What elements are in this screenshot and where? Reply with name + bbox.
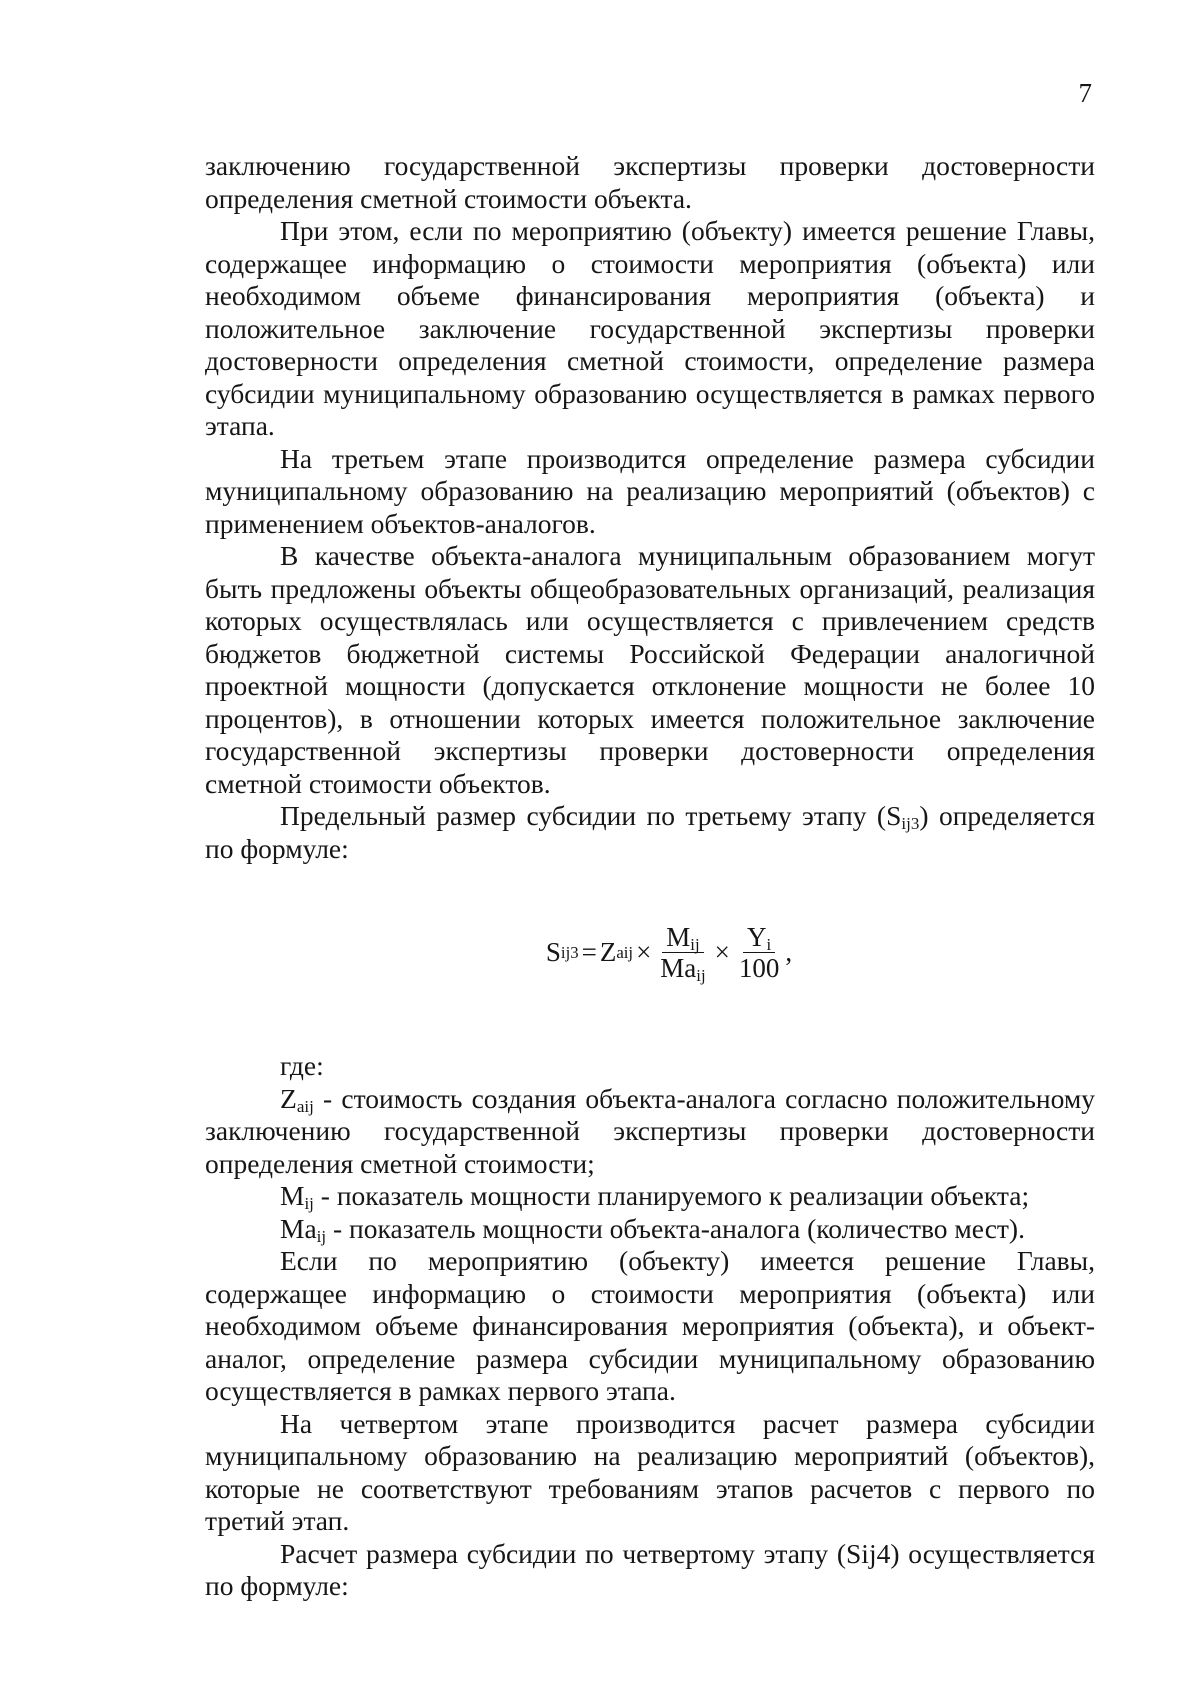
numerator-sub: ij (690, 935, 700, 954)
numerator-symbol: M (666, 922, 691, 952)
sij3-text-before: Предельный размер субсидии по третьему этапу (S (280, 800, 902, 831)
denominator-sub: ij (696, 966, 706, 985)
formula-times-1: × (636, 937, 652, 968)
formula-fraction-capacity (656, 922, 709, 983)
definition-maij (205, 1213, 1095, 1246)
paragraph-fourth-stage: На четвертом этапе производится расчет размера субсидии муниципальному образованию на реализацию мероприятий (объектов), которые не соответствуют требованиям этапов расчетов с первого по третий этап. (205, 1407, 1095, 1536)
definition-text: - показатель мощности объекта-аналога (количество мест). (326, 1212, 1025, 1244)
formula-lhs-symbol: S (545, 937, 561, 968)
definition-text: - показатель мощности планируемого к реализации объекта; (313, 1180, 1030, 1211)
formula-z: Z aij (599, 937, 634, 968)
formula-lhs: S ij3 (545, 937, 579, 968)
page-number: 7 (1078, 78, 1092, 108)
formula-equals: = (581, 937, 597, 968)
denominator-symbol: Ma (660, 953, 697, 983)
fraction-capacity-denominator (656, 953, 709, 983)
paragraph-head-decision: При этом, если по мероприятию (объекту) имеется решение Главы, содержащее информацию о стоимости мероприятия (объекта) или необходимом объеме финансирования мероприятия (объекта) и положительное заключение государственной экспертизы проверки достоверности определения сметной стоимости, определение размера субсидии муниципальному образованию осуществляется в рамках первого этапа. (205, 215, 1095, 441)
definition-symbol: Z (280, 1082, 297, 1114)
fraction-share-numerator (743, 922, 775, 953)
paragraph-sij4-formula: Расчет размера субсидии по четвертому этапу (Sij4) осуществляется по формуле: (205, 1537, 1095, 1601)
definition-symbol: M (280, 1180, 305, 1211)
paragraph-sij3-limit (205, 800, 1095, 865)
definition-mij (205, 1180, 1095, 1213)
document-body (205, 150, 1095, 1603)
definition-text: - стоимость создания объекта-аналога согласно положительному заключению государственной экспертизы проверки достоверности определения сметной стоимости; (205, 1082, 1095, 1179)
formula-trailing-comma: , (785, 937, 793, 968)
definition-sub: ij (304, 1194, 314, 1213)
paragraph-continuation: заключению государственной экспертизы проверки достоверности определения сметной стоимости объекта. (205, 150, 1095, 214)
numerator-symbol: Y (747, 922, 767, 952)
fraction-capacity-numerator (662, 922, 703, 953)
paragraph-analog-object: В качестве объекта-аналога муниципальным образованием могут быть предложены объекты общеобразовательных организаций, реализация которых осуществлялась или осуществляется с привлечением средств бюджетов бюджетной системы Российской Федерации аналогичной проектной мощности (допускается отклонение мощности не более 10 процентов), в отношении которых имеется положительное заключение государственной экспертизы проверки достоверности определения сметной стоимости объектов. (205, 540, 1095, 799)
formula-fraction-share (735, 922, 784, 983)
definition-zaij (205, 1083, 1095, 1181)
sij3-text-after: ) определяется по формуле: (205, 800, 1096, 864)
numerator-sub: i (766, 935, 772, 954)
formula-z-symbol: Z (599, 937, 617, 968)
where-label: где: (280, 1050, 324, 1081)
fraction-share-denominator: 100 (738, 953, 780, 983)
paragraph-third-stage: На третьем этапе производится определение размера субсидии муниципальному образованию на реализацию мероприятий (объектов) с применением объектов-аналогов. (205, 442, 1095, 539)
sij3-text-sub: ij3 (901, 814, 920, 833)
definition-sub: ij (316, 1226, 327, 1246)
definition-symbol: Ma (280, 1212, 317, 1244)
definition-sub: aij (296, 1096, 314, 1116)
formula-sij3 (205, 865, 1095, 1040)
paragraph-analog-first-stage: Если по мероприятию (объекту) имеется решение Главы, содержащее информацию о стоимости мероприятия (объекта) или необходимом объеме финансирования мероприятия (объекта), и объект-аналог, определение размера субсидии муниципальному образованию осуществляется в рамках первого этапа. (205, 1245, 1095, 1406)
formula-times-2: × (714, 937, 730, 968)
